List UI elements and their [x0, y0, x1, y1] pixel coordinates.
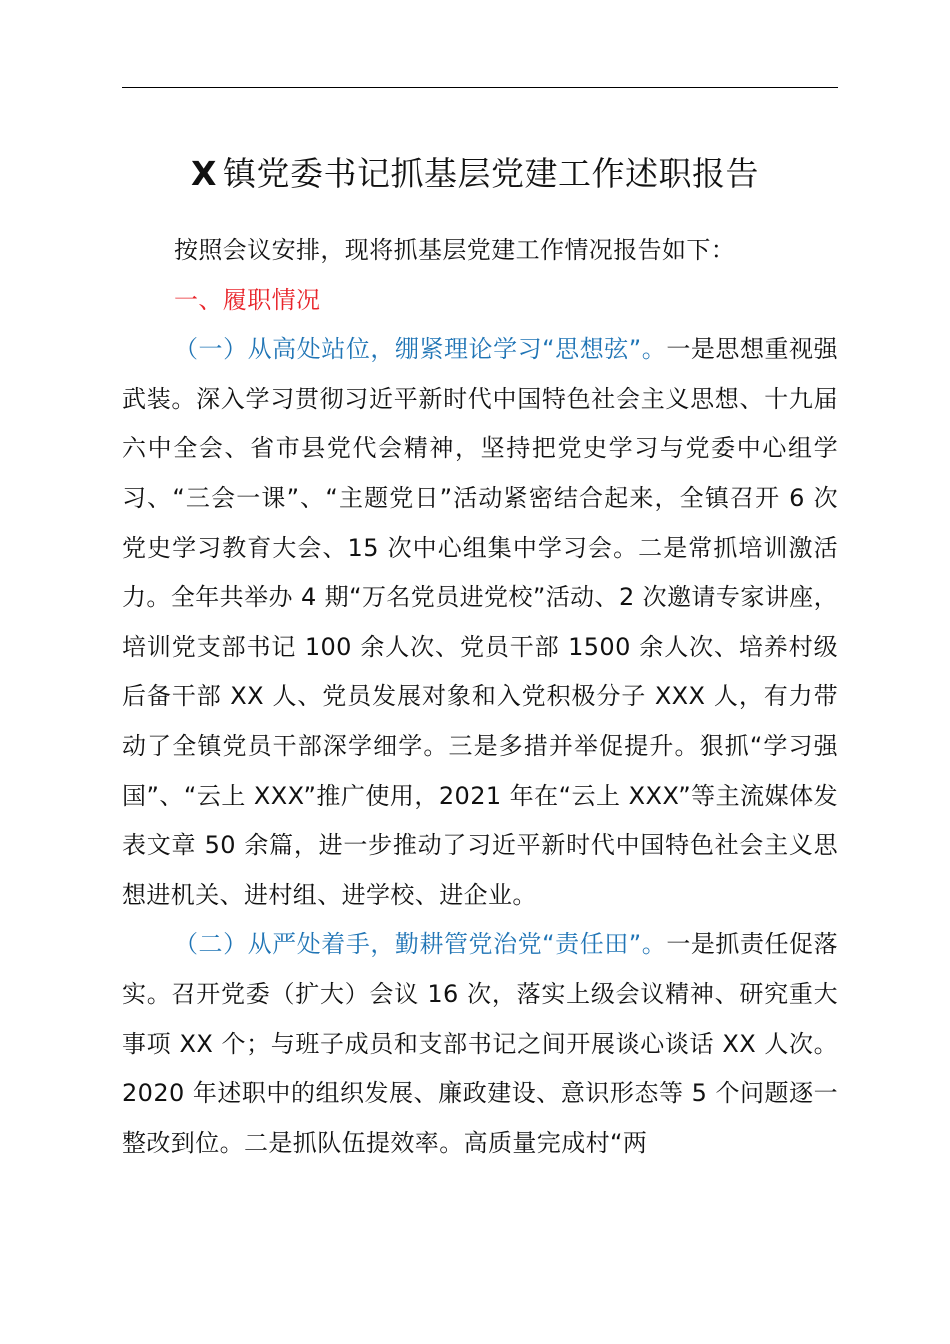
title-text: 镇党委书记抓基层党建工作述职报告: [222, 154, 759, 193]
paragraph-2: [122, 920, 838, 1168]
document-body: [122, 226, 838, 1168]
paragraph-1-body: 一是思想重视强武装。深入学习贯彻习近平新时代中国特色社会主义思想、十九届六中全会、省市县党代会精神，坚持把党史学习与党委中心组学习、“三会一课”、“主题党日”活动紧密结合起来，全镇召开 6 次党史学习教育大会、15 次中心组集中学习会。二是常抓培训激活力。全年共举办 4 期“万名党员进党校”活动、2 次邀请专家讲座，培训党支部书记 100 余人次、党员干部 1500 余人次、培养村级后备干部 XX 人、党员发展对象和入党积极分子 XXX 人，有力带动了全镇党员干部深学细学。三是多措并举促提升。狠抓“学习强国”、“云上 XXX”推广使用，2021 年在“云上 XXX”等主流媒体发表文章 50 余篇，进一步推动了习近平新时代中国特色社会主义思想进机关、进村组、进学校、进企业。: [122, 335, 838, 909]
header-rule: [122, 87, 838, 88]
paragraph-2-heading: （二）从严处着手，勤耕管党治党“责任田”。: [174, 930, 667, 959]
section-heading-1: 一、履职情况: [174, 285, 321, 314]
paragraph-2-body: 一是抓责任促落实。召开党委（扩大）会议 16 次，落实上级会议精神、研究重大事项 XX 个；与班子成员和支部书记之间开展谈心谈话 XX 人次。2020 年述职中的组织发展、廉政建设、意识形态等 5 个问题逐一整改到位。二是抓队伍提效率。高质量完成村“两: [122, 930, 838, 1157]
title-prefix: X: [191, 154, 217, 193]
paragraph-1: [122, 325, 838, 920]
intro-paragraph: 按照会议安排，现将抓基层党建工作情况报告如下：: [174, 236, 736, 264]
paragraph-1-heading: （一）从高处站位，绷紧理论学习“思想弦”。: [174, 335, 667, 364]
document-title: [0, 148, 950, 200]
